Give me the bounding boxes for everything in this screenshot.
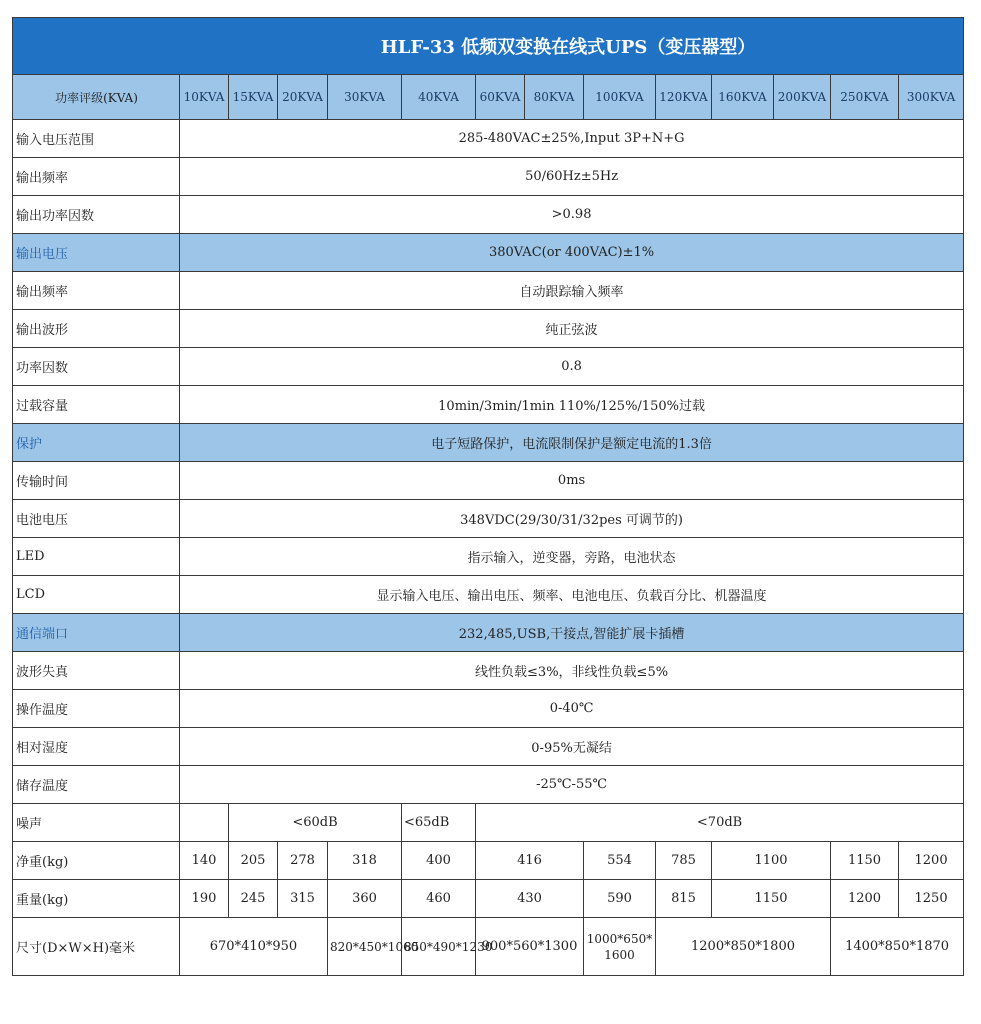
- dimensions-100kva: 1000*650*1600: [584, 918, 656, 976]
- row-label: 输出电压: [13, 234, 180, 272]
- rating-30kva: 30KVA: [328, 75, 402, 120]
- row-label: 输出波形: [13, 310, 180, 348]
- rating-80kva: 80KVA: [525, 75, 584, 120]
- table-row: [13, 120, 964, 158]
- gross-weight-15kva: 245: [229, 880, 278, 918]
- row-label: LCD: [13, 576, 180, 614]
- row-value: -25℃-55℃: [180, 766, 964, 804]
- row-label: 波形失真: [13, 652, 180, 690]
- row-value: 电子短路保护，电流限制保护是额定电流的1.3倍: [180, 424, 964, 462]
- rating-250kva: 250KVA: [831, 75, 899, 120]
- row-label: 保护: [13, 424, 180, 462]
- table-row: [13, 614, 964, 652]
- table-row: [13, 652, 964, 690]
- row-label: 输入电压范围: [13, 120, 180, 158]
- table-row: [13, 234, 964, 272]
- net-weight-60-80kva: 416: [476, 842, 584, 880]
- table-row: [13, 310, 964, 348]
- row-value: 纯正弦波: [180, 310, 964, 348]
- gross-weight-label: 重量(kg): [13, 880, 180, 918]
- row-value: 显示输入电压、输出电压、频率、电池电压、负载百分比、机器温度: [180, 576, 964, 614]
- row-value: >0.98: [180, 196, 964, 234]
- noise-value-70db: <70dB: [476, 804, 964, 842]
- table-row: [13, 158, 964, 196]
- net-weight-40kva: 400: [402, 842, 476, 880]
- rating-300kva: 300KVA: [899, 75, 964, 120]
- row-value: 线性负载≤3%，非线性负载≤5%: [180, 652, 964, 690]
- table-row: [13, 766, 964, 804]
- table-row: [13, 272, 964, 310]
- gross-weight-250kva: 1200: [831, 880, 899, 918]
- noise-row: [13, 804, 964, 842]
- dimensions-120-200kva: 1200*850*1800: [656, 918, 831, 976]
- net-weight-100kva: 554: [584, 842, 656, 880]
- rating-120kva: 120KVA: [656, 75, 712, 120]
- gross-weight-100kva: 590: [584, 880, 656, 918]
- net-weight-20kva: 278: [278, 842, 328, 880]
- table-row: [13, 424, 964, 462]
- dimensions-30kva: 820*450*1060: [328, 918, 402, 976]
- rating-40kva: 40KVA: [402, 75, 476, 120]
- table-title: HLF-33 低频双变换在线式UPS（变压器型）: [13, 18, 964, 75]
- dimensions-60-80kva: 900*560*1300: [476, 918, 584, 976]
- net-weight-250kva: 1150: [831, 842, 899, 880]
- table-row: [13, 386, 964, 424]
- noise-empty-cell: [180, 804, 229, 842]
- row-label: LED: [13, 538, 180, 576]
- table-row: [13, 196, 964, 234]
- dimensions-row: [13, 918, 964, 976]
- gross-weight-20kva: 315: [278, 880, 328, 918]
- net-weight-160-200kva: 1100: [712, 842, 831, 880]
- row-value: 指示输入，逆变器，旁路，电池状态: [180, 538, 964, 576]
- table-row: [13, 728, 964, 766]
- row-label: 储存温度: [13, 766, 180, 804]
- rating-60kva: 60KVA: [476, 75, 525, 120]
- row-label: 操作温度: [13, 690, 180, 728]
- net-weight-300kva: 1200: [899, 842, 964, 880]
- dimensions-10-20kva: 670*410*950: [180, 918, 328, 976]
- rating-160kva: 160KVA: [712, 75, 774, 120]
- table-row: [13, 500, 964, 538]
- row-value: 348VDC(29/30/31/32pes 可调节的): [180, 500, 964, 538]
- table-row: [13, 690, 964, 728]
- row-label: 输出频率: [13, 272, 180, 310]
- table-row: [13, 538, 964, 576]
- gross-weight-160-200kva: 1150: [712, 880, 831, 918]
- rating-label: 功率评级(KVA): [13, 75, 180, 120]
- row-value: 自动跟踪输入频率: [180, 272, 964, 310]
- row-value: 380VAC(or 400VAC)±1%: [180, 234, 964, 272]
- dimensions-40kva: 850*490*1230: [402, 918, 476, 976]
- row-label: 输出频率: [13, 158, 180, 196]
- title-row: [13, 18, 964, 75]
- gross-weight-40kva: 460: [402, 880, 476, 918]
- gross-weight-120kva: 815: [656, 880, 712, 918]
- row-value: 0-95%无凝结: [180, 728, 964, 766]
- noise-value-65db: <65dB: [402, 804, 476, 842]
- row-label: 相对湿度: [13, 728, 180, 766]
- row-label: 传输时间: [13, 462, 180, 500]
- row-value: 0-40℃: [180, 690, 964, 728]
- net-weight-label: 净重(kg): [13, 842, 180, 880]
- net-weight-15kva: 205: [229, 842, 278, 880]
- noise-value-60db: <60dB: [229, 804, 402, 842]
- table-row: [13, 576, 964, 614]
- gross-weight-10kva: 190: [180, 880, 229, 918]
- row-value: 0ms: [180, 462, 964, 500]
- row-label: 功率因数: [13, 348, 180, 386]
- table-row: [13, 348, 964, 386]
- net-weight-row: [13, 842, 964, 880]
- table-row: [13, 462, 964, 500]
- spec-table: [12, 17, 964, 976]
- net-weight-30kva: 318: [328, 842, 402, 880]
- row-value: 0.8: [180, 348, 964, 386]
- gross-weight-60-80kva: 430: [476, 880, 584, 918]
- row-label: 电池电压: [13, 500, 180, 538]
- row-label: 输出功率因数: [13, 196, 180, 234]
- dimensions-250-300kva: 1400*850*1870: [831, 918, 964, 976]
- net-weight-10kva: 140: [180, 842, 229, 880]
- row-value: 232,485,USB,干接点,智能扩展卡插槽: [180, 614, 964, 652]
- rating-15kva: 15KVA: [229, 75, 278, 120]
- gross-weight-30kva: 360: [328, 880, 402, 918]
- row-label: 过载容量: [13, 386, 180, 424]
- rating-100kva: 100KVA: [584, 75, 656, 120]
- rating-10kva: 10KVA: [180, 75, 229, 120]
- row-label: 通信端口: [13, 614, 180, 652]
- header-row: [13, 75, 964, 120]
- noise-label: 噪声: [13, 804, 180, 842]
- gross-weight-300kva: 1250: [899, 880, 964, 918]
- row-value: 10min/3min/1min 110%/125%/150%过载: [180, 386, 964, 424]
- dimensions-label: 尺寸(D×W×H)毫米: [13, 918, 180, 976]
- row-value: 285-480VAC±25%,Input 3P+N+G: [180, 120, 964, 158]
- net-weight-120kva: 785: [656, 842, 712, 880]
- rating-20kva: 20KVA: [278, 75, 328, 120]
- gross-weight-row: [13, 880, 964, 918]
- rating-200kva: 200KVA: [774, 75, 831, 120]
- row-value: 50/60Hz±5Hz: [180, 158, 964, 196]
